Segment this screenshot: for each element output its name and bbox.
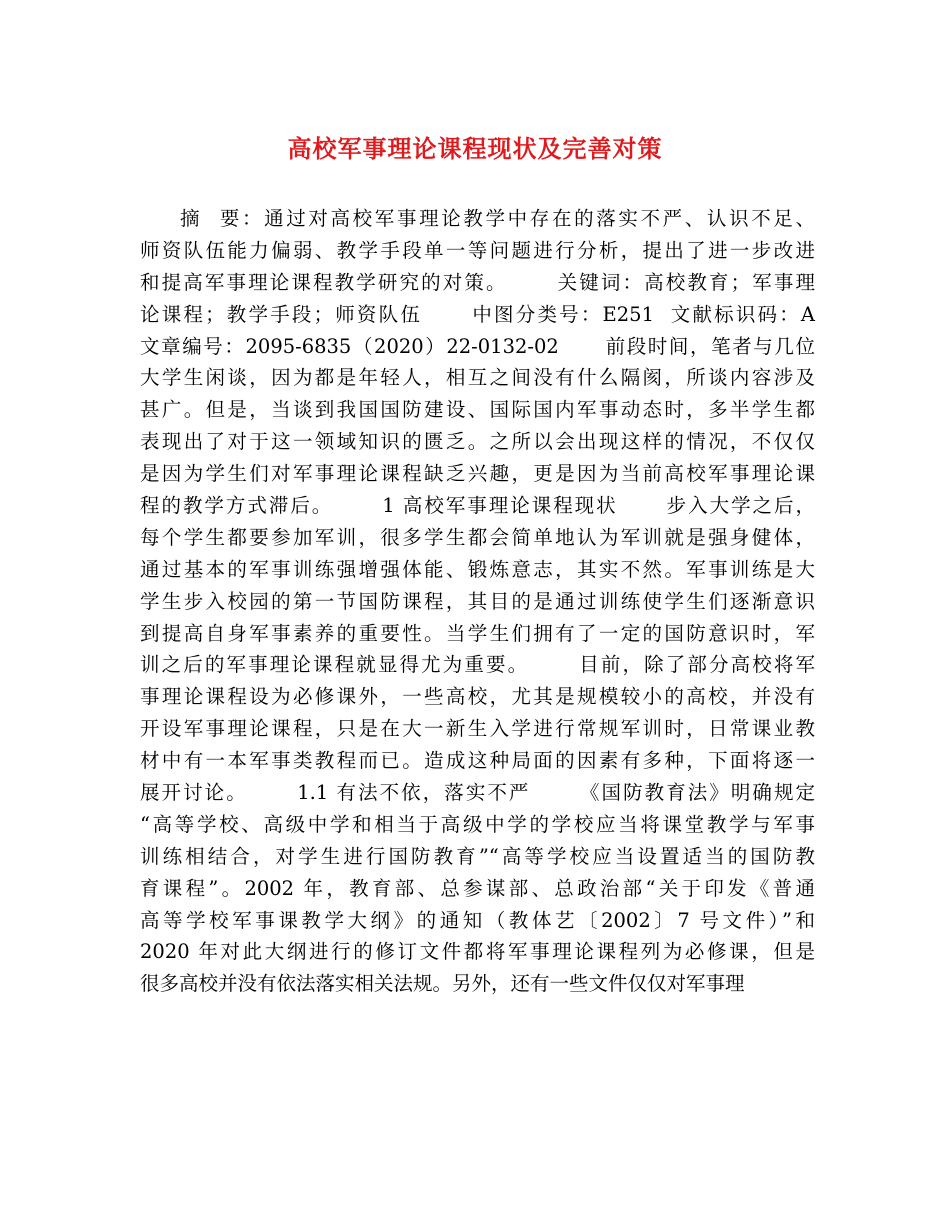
body-line: 摘 要：通过对高校军事理论教学中存在的落实不严、认识不足、: [180, 207, 815, 230]
body-line: 大学生闲谈，因为都是年轻人，相互之间没有什么隔阂，所谈内容涉及: [140, 366, 815, 390]
body-line: 通过基本的军事训练强增强体能、锻炼意志，其实不然。军事训练是大: [140, 557, 815, 581]
body-line: 开设军事理论课程，只是在大一新生入学进行常规军训时，日常课业教: [140, 717, 815, 741]
body-line: 高等学校军事课教学大纲》的通知（教体艺〔2002〕7 号文件）”和: [140, 908, 815, 932]
document-title: 高校军事理论课程现状及完善对策: [287, 134, 663, 163]
body-line: 和提高军事理论课程教学研究的对策。 关键词：高校教育；军事理: [140, 270, 815, 294]
body-line: 育课程”。2002 年，教育部、总参谋部、总政治部“关于印发《普通: [140, 876, 815, 900]
body-line: 每个学生都要参加军训，很多学生都会简单地认为军训就是强身健体，: [140, 525, 815, 549]
body-line: 材中有一本军事类教程而已。造成这种局面的因素有多种，下面将逐一: [140, 749, 815, 773]
body-line: 2020 年对此大纲进行的修订文件都将军事理论课程列为必修课，但是: [140, 940, 815, 964]
body-line: 展开讨论。 1.1 有法不依，落实不严 《国防教育法》明确规定: [140, 781, 815, 805]
body-line: 很多高校并没有依法落实相关法规。另外，还有一些文件仅仅对军事理: [140, 972, 745, 996]
body-line: 师资队伍能力偏弱、教学手段单一等问题进行分析，提出了进一步改进: [140, 238, 815, 262]
body-line: 训练相结合，对学生进行国防教育”“高等学校应当设置适当的国防教: [140, 844, 815, 868]
body-line: “高等学校、高级中学和相当于高级中学的学校应当将课堂教学与军事: [140, 812, 815, 836]
body-line: 事理论课程设为必修课外，一些高校，尤其是规模较小的高校，并没有: [140, 685, 815, 709]
body-line: 是因为学生们对军事理论课程缺乏兴趣，更是因为当前高校军事理论课: [140, 462, 815, 486]
body-line: 表现出了对于这一领域知识的匮乏。之所以会出现这样的情况，不仅仅: [140, 430, 815, 454]
body-line: 到提高自身军事素养的重要性。当学生们拥有了一定的国防意识时，军: [140, 621, 815, 645]
body-line: 论课程；教学手段；师资队伍 中图分类号：E251 文献标识码：A: [140, 302, 815, 326]
body-line: 程的教学方式滞后。 1 高校军事理论课程现状 步入大学之后，: [140, 494, 815, 518]
body-line: 文章编号：2095-6835（2020）22-0132-02 前段时间，笔者与几位: [140, 334, 815, 358]
body-line: 训之后的军事理论课程就显得尤为重要。 目前，除了部分高校将军: [140, 653, 815, 677]
body-line: 学生步入校园的第一节国防课程，其目的是通过训练使学生们逐渐意识: [140, 589, 815, 613]
document-body: [140, 203, 815, 1000]
body-line: 甚广。但是，当谈到我国国防建设、国际国内军事动态时，多半学生都: [140, 398, 815, 422]
